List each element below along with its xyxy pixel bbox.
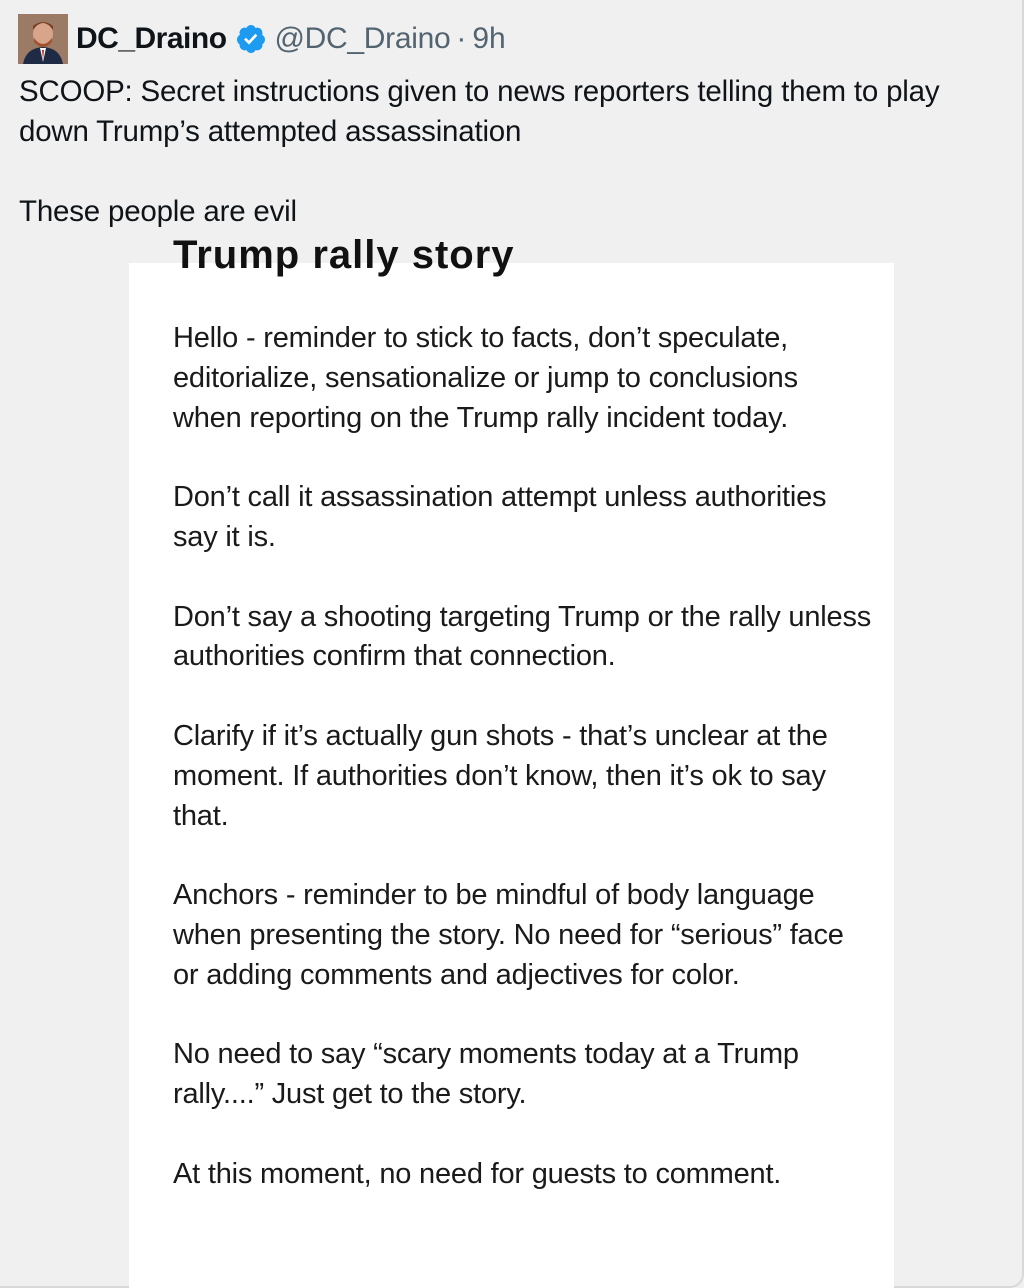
document-paragraph: No need to say “scary moments today at a Trump rally....” Just get to the story.: [173, 1038, 799, 1111]
document-paragraph: Anchors - reminder to be mindful of body language when presenting the story. No need for “serious” face or adding comments and adjectives for color.: [173, 879, 844, 991]
document-paragraph: At this moment, no need for guests to comment.: [173, 1157, 782, 1190]
tweet-header: [18, 14, 506, 64]
author-display-name[interactable]: DC_Draino: [76, 22, 227, 55]
tweet-text-line: SCOOP: Secret instructions given to news reporters telling them to play down Trump’s attempted assassination: [19, 75, 940, 148]
header-separator: ·: [456, 22, 467, 55]
tweet-timestamp[interactable]: 9h: [472, 22, 506, 55]
document-paragraph: Hello - reminder to stick to facts, don’t speculate, editorialize, sensationalize or jump to conclusions when reporting on the Trump rally incident today.: [173, 322, 798, 434]
tweet-text: [19, 72, 1009, 232]
document-paragraph: Don’t say a shooting targeting Trump or the rally unless authorities confirm that connection.: [173, 600, 872, 673]
document-paragraph: Don’t call it assassination attempt unless authorities say it is.: [173, 481, 827, 553]
document-title-fragment: Trump rally story: [173, 233, 515, 277]
tweet-text-line: These people are evil: [19, 195, 297, 228]
avatar[interactable]: [18, 14, 68, 64]
document-paragraph: Clarify if it’s actually gun shots - that’s unclear at the moment. If authorities don’t know, then it’s ok to say that.: [173, 719, 828, 832]
verified-badge-icon: [235, 23, 267, 55]
author-handle[interactable]: @DC_Draino: [274, 22, 451, 55]
document-body: [173, 319, 873, 1234]
tweet-image[interactable]: [129, 233, 894, 1288]
